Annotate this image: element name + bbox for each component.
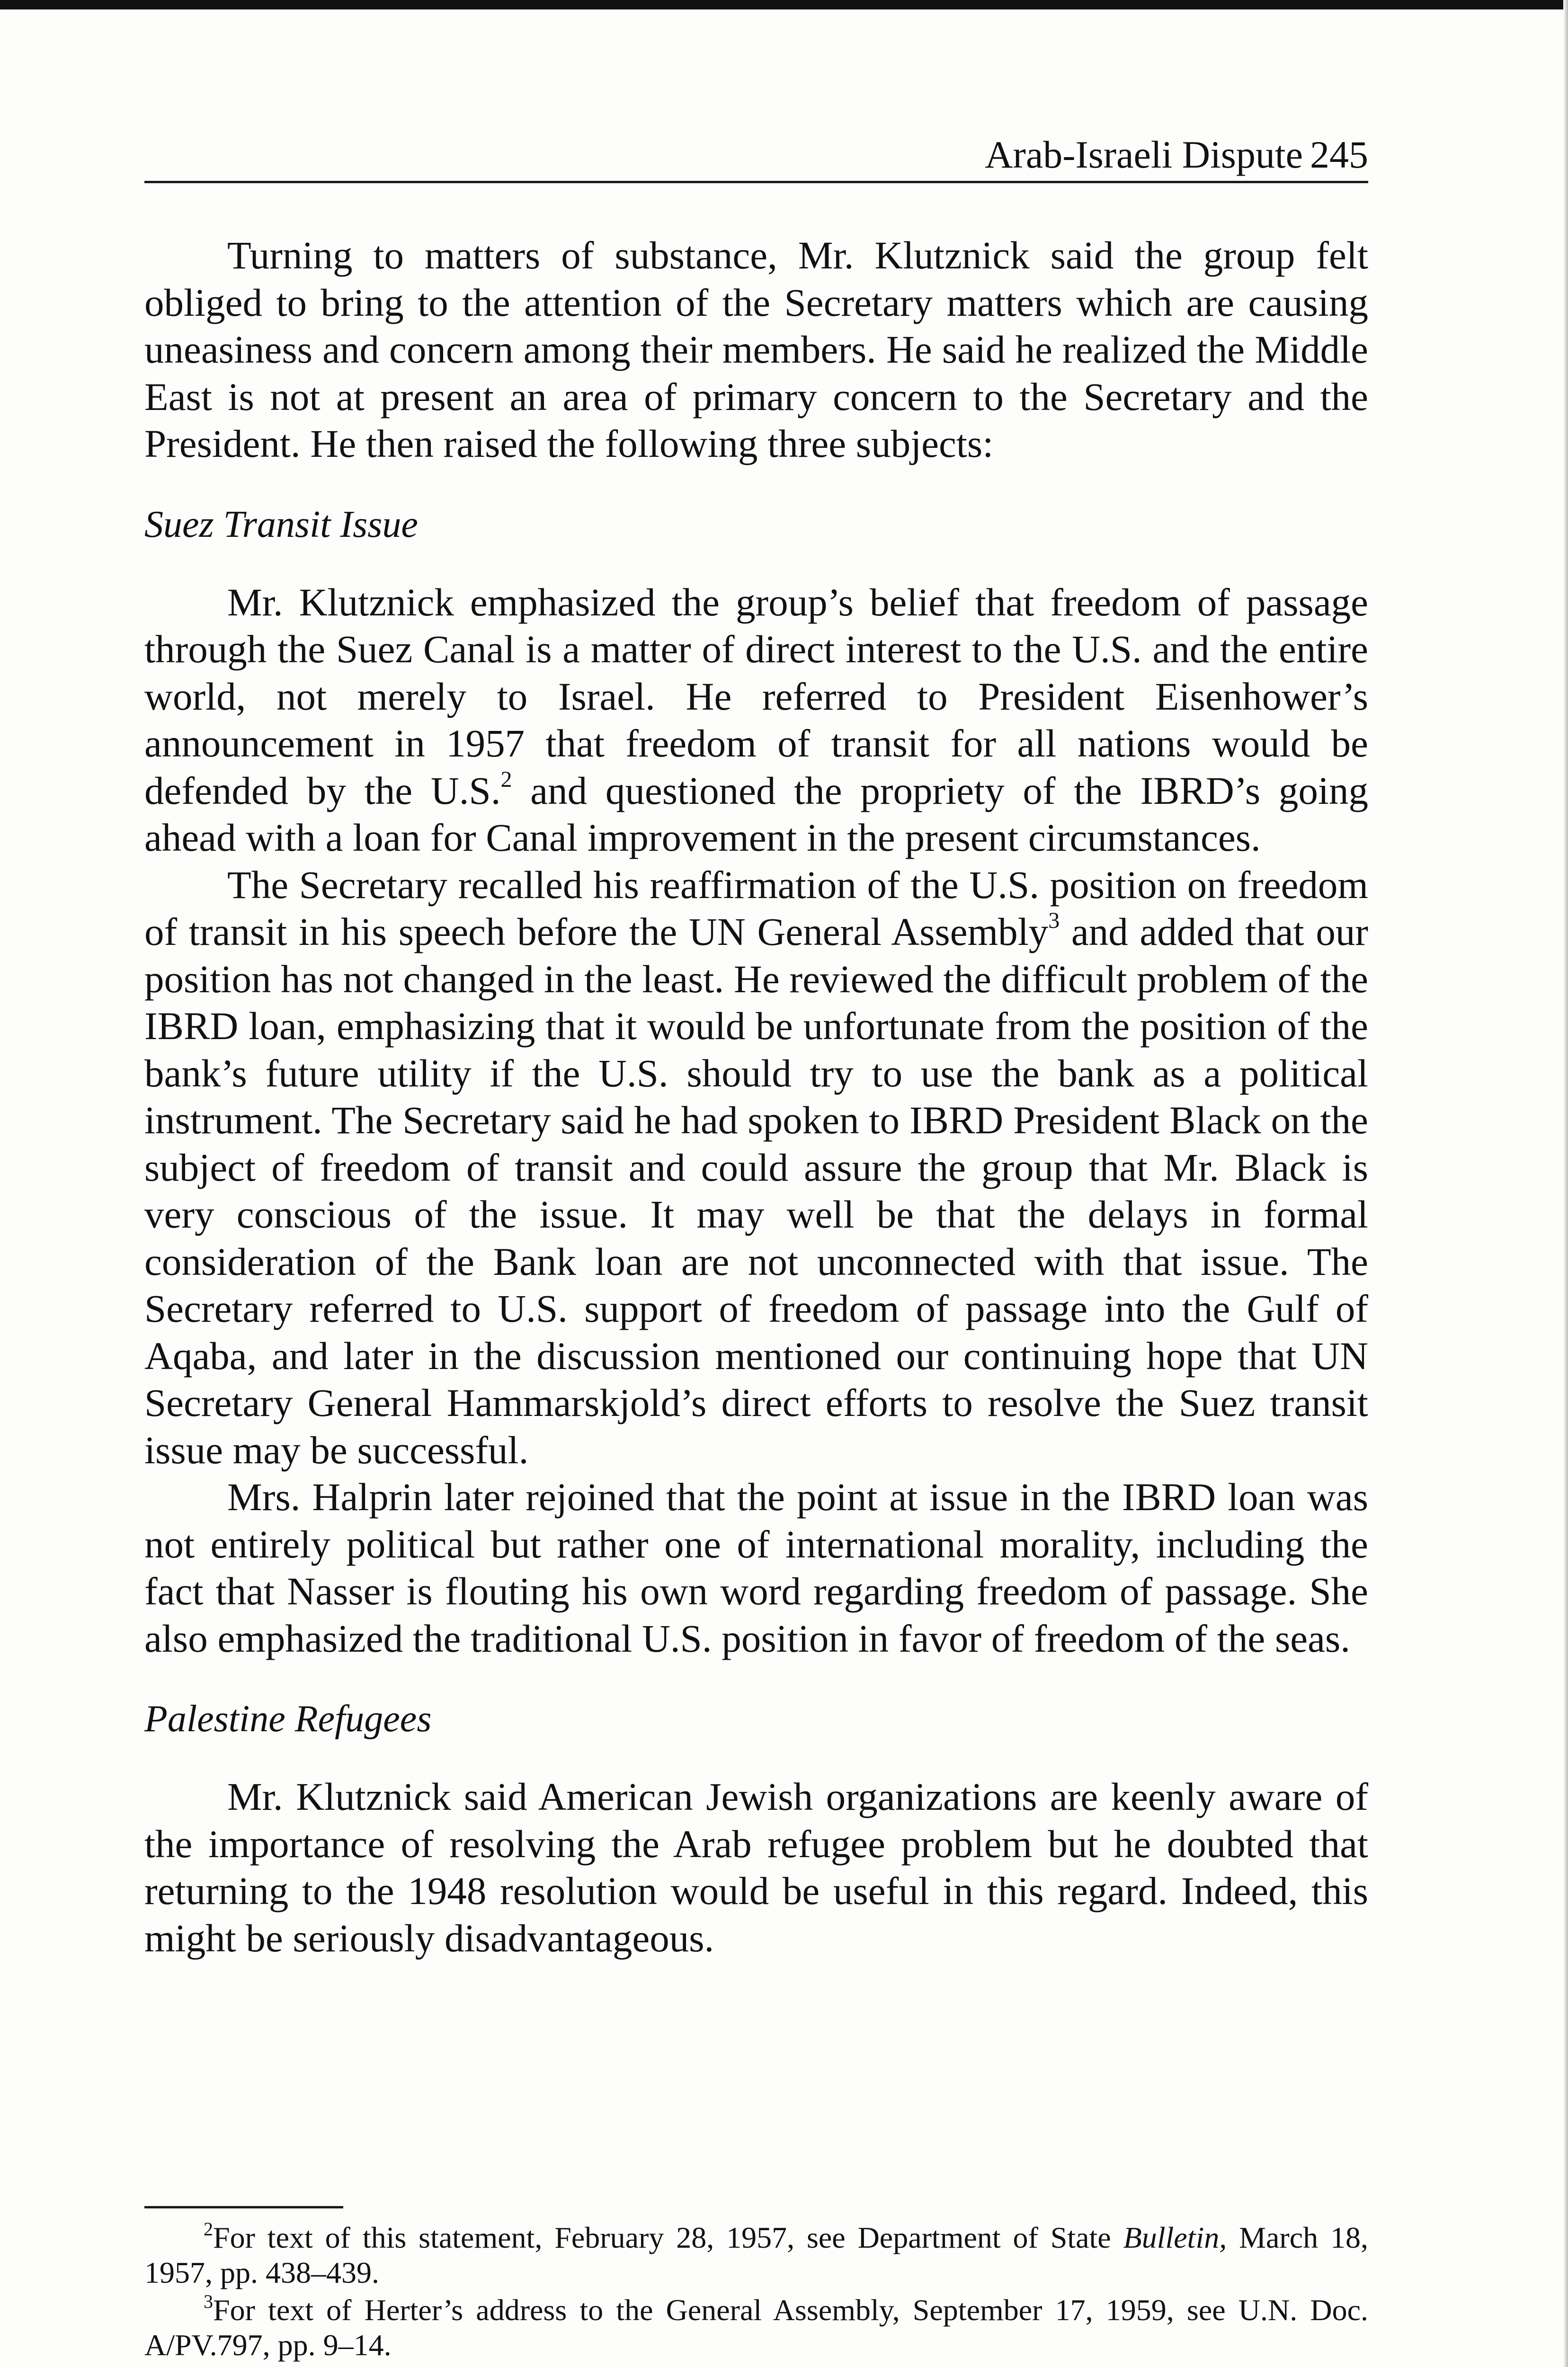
paragraph-text: The Secretary recalled his reaffirmation of the U.S. position on freedom of transit in his speech before the UN General Assembly: [144, 863, 1368, 953]
footnote-divider: [144, 2206, 343, 2208]
footnote-text: March 18, 1957, pp. 438–439.: [144, 2221, 1369, 2289]
paragraph-text: and questioned the propriety of the IBRD’s going ahead with a loan for Canal improvement in the present circumstances.: [144, 768, 1368, 859]
footnote-ref-3: 3: [1048, 908, 1060, 933]
body-text: [144, 232, 1368, 1962]
footnote-marker: 2: [204, 2218, 213, 2240]
paragraph-text: and added that our position has not changed in the least. He reviewed the difficult problem of the IBRD loan, emphasizing that it would be unfortunate from the position of the bank’s future utility if the U.S. should try to use the bank as a political instrument. The Secretary said he had spoken to IBRD President Black on the subject of freedom of transit and could assure the group that Mr. Black is very conscious of the issue. It may well be that the delays in formal consideration of the Bank loan are not unconnected with that issue. The Secretary referred to U.S. support of freedom of passage into the Gulf of Aqaba, and later in the discussion mentioned our continuing hope that UN Secretary General Hammarskjold’s direct efforts to resolve the Suez transit issue may be successful.: [144, 910, 1369, 1472]
footnote-text: For text of this statement, February 28, 1957, see Department of State: [213, 2221, 1123, 2254]
footnotes: [144, 2220, 1368, 2363]
footnote-2: [144, 2220, 1368, 2290]
footnote-italic-title: Bulletin,: [1123, 2221, 1227, 2254]
scan-right-edge: [1563, 0, 1568, 2367]
paragraph-suez-halprin: Mrs. Halprin later rejoined that the point at issue in the IBRD loan was not entirely political but rather one of international morality, including the fact that Nasser is flouting his own word regarding freedom of passage. She also emphasized the traditional U.S. position in favor of freedom of the seas.: [144, 1475, 1368, 1660]
section-heading-refugees: Palestine Refugees: [144, 1698, 432, 1740]
footnote-marker: 3: [204, 2291, 213, 2312]
paragraph-suez-klutznick: [144, 579, 1368, 862]
footnote-3: [144, 2293, 1368, 2363]
paragraph-suez-secretary: [144, 862, 1368, 1474]
footnote-text: For text of Herter’s address to the General Assembly, September 17, 1959, see U.N. Doc. A/PV.797, pp. 9–14.: [144, 2293, 1368, 2362]
paragraph-intro: Turning to matters of substance, Mr. Klutznick said the group felt obliged to bring to the attention of the Secretary matters which are causing uneasiness and concern among their members. He said he realized the Middle East is not at present an area of primary concern to the Secretary and the President. He then raised the following three subjects:: [144, 233, 1368, 465]
footnote-ref-2: 2: [500, 766, 512, 792]
scan-top-border: [0, 0, 1568, 9]
paragraph-text: Mr. Klutznick emphasized the group’s belief that freedom of passage through the Suez Canal is a matter of direct interest to the U.S. and the entire world, not merely to Israel. He referred to President Eisenhower’s announcement in 1957 that freedom of transit for all nations would be defended by the U.S.: [144, 580, 1368, 812]
paragraph-refugees: Mr. Klutznick said American Jewish organizations are keenly aware of the importance of resolving the Arab refugee problem but he doubted that returning to the 1948 resolution would be useful in this regard. Indeed, this might be seriously disadvantageous.: [144, 1775, 1368, 1960]
running-title: Arab-Israeli Dispute: [985, 133, 1303, 176]
section-heading-suez: Suez Transit Issue: [144, 503, 418, 545]
page-number: 245: [1310, 133, 1368, 176]
running-header: [144, 133, 1368, 183]
